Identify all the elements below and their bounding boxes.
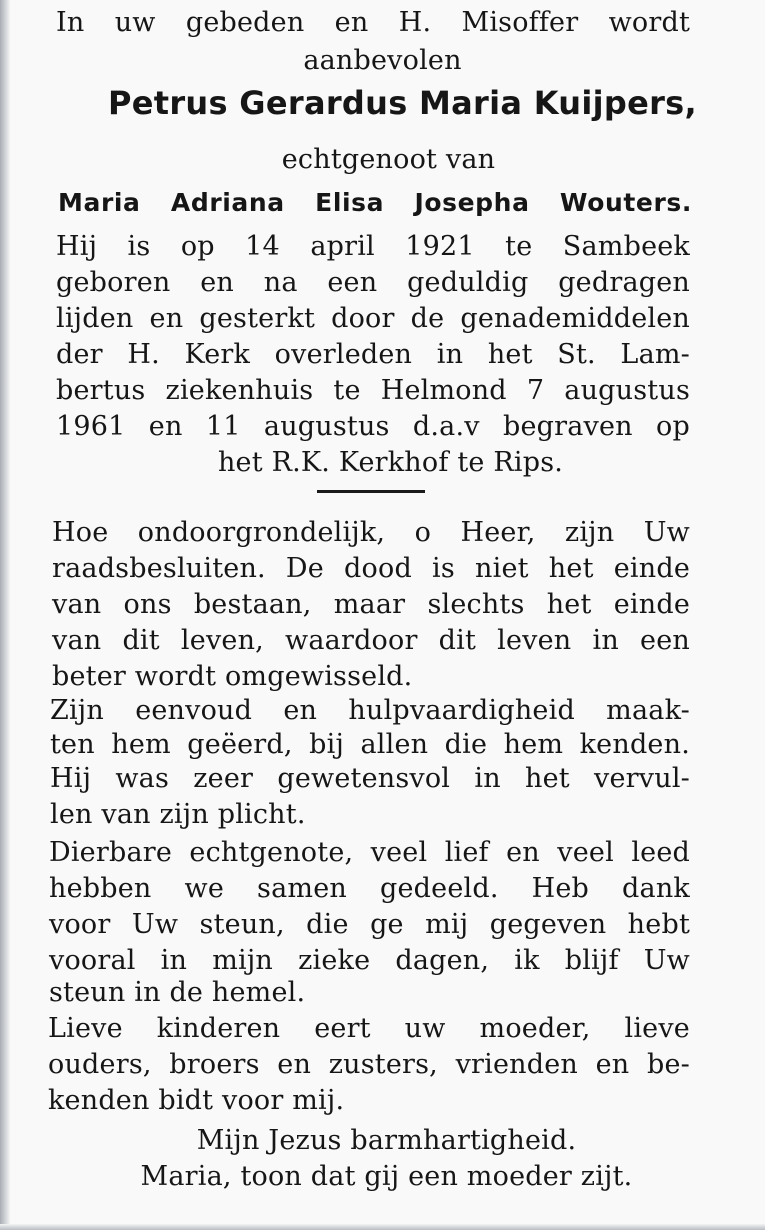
reflection-line: van ons bestaan, maar slechts het einde	[52, 589, 690, 620]
biography-line: bertus ziekenhuis te Helmond 7 augustus	[56, 375, 690, 406]
reflection-line: kenden bidt voor mij.	[48, 1085, 345, 1116]
biography-line: Hij is op 14 april 1921 te Sambeek	[56, 231, 690, 262]
card-left-edge	[0, 0, 10, 1230]
reflection-line: voor Uw steun, die ge mij gegeven hebt	[49, 909, 690, 940]
prayer-line: Maria, toon dat gij een moeder zijt.	[140, 1161, 633, 1192]
reflection-line: Zijn eenvoud en hulpvaardigheid maak-	[50, 695, 690, 726]
divider	[317, 490, 425, 493]
reflection-line: Hij was zeer gewetensvol in het vervul-	[50, 763, 690, 794]
reflection-line: beter wordt omgewisseld.	[52, 661, 413, 692]
reflection-line: raadsbesluiten. De dood is niet het einde	[52, 553, 690, 584]
deceased-name: Petrus Gerardus Maria Kuijpers,	[108, 84, 697, 122]
reflection-line: Lieve kinderen eert uw moeder, lieve	[48, 1013, 690, 1044]
reflection-line: hebben we samen gedeeld. Heb dank	[49, 873, 690, 904]
reflection-line: len van zijn plicht.	[50, 799, 306, 830]
reflection-line: Dierbare echtgenote, veel lief en veel leed	[49, 837, 690, 868]
reflection-line: vooral in mijn zieke dagen, ik blijf Uw	[49, 945, 690, 976]
biography-line: lijden en gesterkt door de genademiddelen	[56, 303, 690, 334]
reflection-line: ten hem geëerd, bij allen die hem kenden.	[50, 729, 690, 760]
prayer-line: Mijn Jezus barmhartigheid.	[196, 1125, 577, 1156]
biography-line: 1961 en 11 augustus d.a.v begraven op	[56, 411, 690, 442]
reflection-line: ouders, broers en zusters, vrienden en be-	[48, 1049, 690, 1080]
spouse-name: Maria Adriana Elisa Josepha Wouters.	[58, 188, 692, 217]
intro-line: aanbevolen	[303, 45, 462, 76]
biography-line: der H. Kerk overleden in het St. Lam-	[56, 339, 690, 370]
spouse-intro: echtgenoot van	[281, 144, 496, 175]
biography-line: geboren en na een geduldig gedragen	[56, 267, 690, 298]
biography-line: het R.K. Kerkhof te Rips.	[217, 447, 564, 478]
reflection-line: steun in de hemel.	[49, 977, 306, 1008]
reflection-line: Hoe ondoorgrondelijk, o Heer, zijn Uw	[52, 517, 690, 548]
intro-line: In uw gebeden en H. Misoffer wordt	[56, 7, 690, 38]
reflection-line: van dit leven, waardoor dit leven in een	[52, 625, 690, 656]
card-bottom-edge	[0, 1224, 765, 1230]
